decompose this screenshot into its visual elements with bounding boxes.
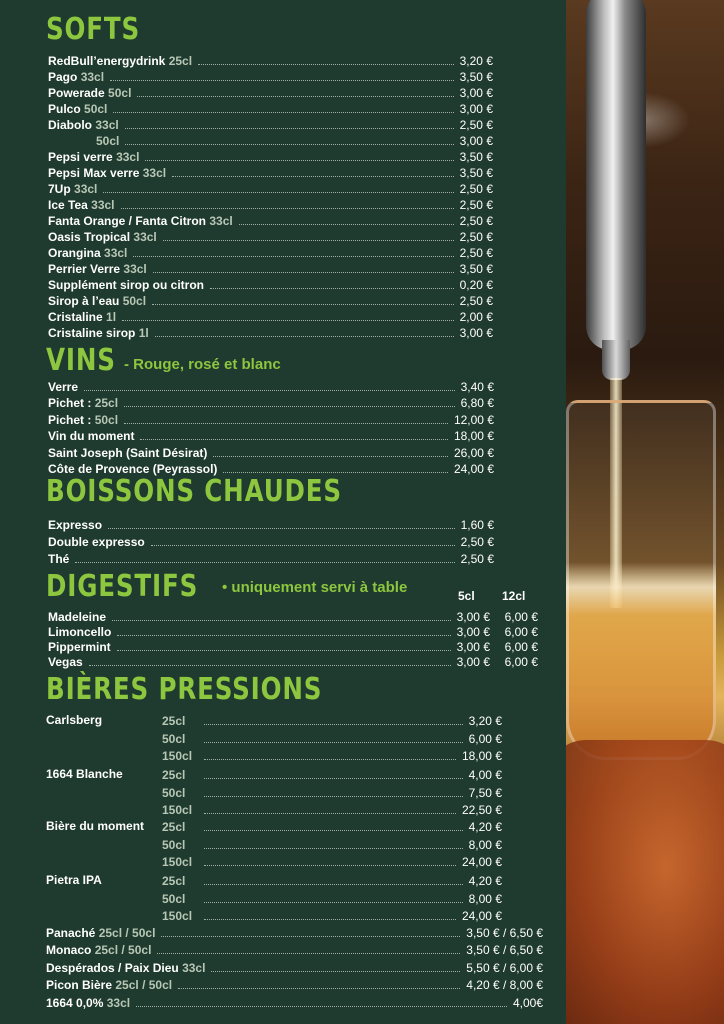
beer-price: 6,00 € bbox=[468, 731, 502, 746]
dot-leader bbox=[198, 64, 454, 65]
beer-price: 7,50 € bbox=[468, 785, 502, 800]
item-size: 33cl bbox=[91, 198, 115, 212]
item-label bbox=[48, 198, 115, 212]
item-price: 5,50 € / 6,00 € bbox=[466, 960, 543, 975]
item-price: 3,00 € bbox=[459, 102, 493, 116]
menu-row bbox=[48, 116, 493, 132]
beer-size: 25cl bbox=[162, 820, 186, 834]
price-12cl: 6,00 € bbox=[504, 655, 538, 669]
beer-size: 25cl bbox=[162, 768, 186, 782]
dot-leader bbox=[204, 884, 463, 885]
dot-leader bbox=[112, 620, 451, 621]
item-price: 1,60 € bbox=[460, 518, 494, 532]
tap-spout-shape bbox=[602, 340, 630, 380]
item-size: 50cl bbox=[108, 86, 132, 100]
menu-row bbox=[46, 924, 543, 940]
beer-size-row bbox=[162, 872, 502, 888]
item-price: 2,50 € bbox=[460, 552, 494, 566]
item-size: 50cl bbox=[122, 294, 147, 308]
dot-leader bbox=[172, 176, 454, 177]
dot-leader bbox=[204, 902, 463, 903]
beer-size: 50cl bbox=[162, 837, 186, 852]
chaudes-title: BOISSONS CHAUDES bbox=[46, 474, 342, 509]
item-name: Pepsi Max verre bbox=[48, 166, 140, 180]
item-label bbox=[48, 535, 145, 549]
item-label bbox=[48, 429, 134, 443]
menu-row bbox=[48, 244, 493, 260]
dot-leader bbox=[113, 112, 453, 113]
item-name: Sirop à l’eau bbox=[48, 294, 120, 308]
item-label bbox=[48, 518, 102, 532]
bieres-title: BIÈRES PRESSIONS bbox=[46, 672, 323, 707]
item-label bbox=[48, 246, 127, 260]
dot-leader bbox=[223, 472, 448, 473]
dot-leader bbox=[239, 224, 454, 225]
menu-row bbox=[48, 196, 493, 212]
dot-leader bbox=[204, 848, 463, 849]
menu-row bbox=[48, 623, 538, 639]
item-name: Oasis Tropical bbox=[48, 230, 131, 244]
menu-row bbox=[48, 148, 493, 164]
item-label bbox=[48, 310, 116, 324]
menu-row bbox=[46, 994, 543, 1010]
item-label bbox=[48, 413, 118, 427]
item-price: 2,50 € bbox=[459, 182, 493, 196]
item-label bbox=[48, 294, 146, 308]
dot-leader bbox=[204, 865, 456, 866]
item-label bbox=[48, 214, 233, 228]
item-label bbox=[48, 326, 149, 340]
item-label bbox=[48, 118, 119, 132]
item-price: 2,50 € bbox=[459, 230, 493, 244]
item-name: Supplément sirop ou citron bbox=[48, 278, 205, 292]
beer-size: 25cl bbox=[162, 874, 186, 888]
item-name: Madeleine bbox=[48, 610, 107, 624]
menu-row bbox=[48, 516, 494, 532]
menu-row bbox=[48, 212, 493, 228]
item-label bbox=[48, 552, 69, 566]
beer-size: 50cl bbox=[162, 785, 186, 800]
item-price: 18,00 € bbox=[453, 429, 494, 444]
menu-row bbox=[48, 638, 538, 654]
beer-price: 3,20 € bbox=[468, 714, 502, 728]
digestifs-col-5cl: 5cl bbox=[458, 589, 475, 603]
menu-row bbox=[48, 132, 493, 148]
beer-size-row bbox=[162, 853, 502, 869]
menu-row bbox=[48, 180, 493, 196]
menu-row bbox=[48, 68, 493, 84]
dot-leader bbox=[136, 1006, 507, 1007]
item-size: 1l bbox=[138, 326, 149, 340]
digestifs-col-12cl: 12cl bbox=[502, 589, 526, 603]
item-label bbox=[48, 86, 131, 100]
beer-size: 150cl bbox=[162, 909, 193, 923]
item-size: 33cl bbox=[116, 150, 140, 164]
beer-size-row bbox=[162, 907, 502, 923]
beer-size-row bbox=[162, 836, 502, 852]
beer-name: Pietra IPA bbox=[46, 873, 102, 887]
menu-row bbox=[46, 941, 543, 957]
dot-leader bbox=[137, 96, 453, 97]
vins-subtitle: - Rouge, rosé et blanc bbox=[124, 356, 281, 373]
beer-size: 25cl bbox=[162, 714, 186, 728]
menu-row bbox=[48, 394, 494, 410]
item-price: 2,50 € bbox=[459, 118, 493, 132]
beer-price: 24,00 € bbox=[461, 855, 502, 869]
menu-row bbox=[48, 444, 494, 460]
item-size: 50cl bbox=[96, 134, 120, 148]
item-label bbox=[48, 230, 157, 244]
item-price: 3,50 € / 6,50 € bbox=[466, 926, 543, 940]
item-price: 3,00 € bbox=[459, 86, 493, 100]
dot-leader bbox=[110, 80, 454, 81]
menu-row bbox=[48, 608, 538, 624]
item-label bbox=[48, 102, 107, 116]
menu-row bbox=[48, 228, 493, 244]
menu-row bbox=[48, 533, 494, 549]
beer-size: 150cl bbox=[162, 749, 193, 763]
item-price: 3,50 € bbox=[459, 70, 493, 84]
menu-row bbox=[48, 324, 493, 340]
dot-leader bbox=[153, 272, 454, 273]
item-size: 33cl bbox=[74, 182, 98, 196]
item-size: 50cl bbox=[84, 102, 108, 116]
price-12cl: 6,00 € bbox=[504, 610, 538, 624]
item-price: 3,50 € bbox=[459, 150, 493, 164]
price-12cl: 6,00 € bbox=[504, 625, 538, 639]
item-price: 4,00€ bbox=[512, 995, 543, 1010]
item-name: Fanta Orange / Fanta Citron bbox=[48, 214, 207, 228]
item-label bbox=[48, 278, 204, 292]
dot-leader bbox=[117, 635, 450, 636]
item-name: Ice Tea bbox=[48, 198, 88, 212]
menu-row bbox=[48, 52, 493, 68]
menu-row bbox=[48, 427, 494, 443]
item-size: 33cl bbox=[123, 262, 147, 276]
dot-leader bbox=[108, 528, 455, 529]
item-label bbox=[48, 134, 119, 148]
dot-leader bbox=[133, 256, 453, 257]
menu-row bbox=[46, 959, 543, 975]
amber-glass-shape bbox=[566, 740, 724, 1024]
menu-row bbox=[48, 164, 493, 180]
beer-price: 8,00 € bbox=[468, 891, 502, 906]
item-name: 1664 0,0% bbox=[46, 995, 104, 1010]
item-name: Expresso bbox=[48, 518, 103, 532]
beer-size: 150cl bbox=[162, 803, 193, 817]
dot-leader bbox=[204, 813, 456, 814]
item-price: 2,50 € bbox=[459, 294, 493, 308]
item-price: 3,50 € / 6,50 € bbox=[466, 943, 543, 958]
item-name: Orangina bbox=[48, 246, 101, 260]
item-label bbox=[48, 54, 192, 68]
beer-price: 4,20 € bbox=[468, 874, 502, 888]
item-price: 3,00 € bbox=[459, 326, 493, 340]
item-name: Powerade bbox=[48, 86, 105, 100]
beer-size: 50cl bbox=[162, 891, 186, 906]
item-label bbox=[46, 926, 155, 940]
item-label bbox=[46, 978, 172, 992]
vins-title: VINS bbox=[46, 343, 116, 378]
item-label bbox=[48, 396, 118, 410]
beer-name: 1664 Blanche bbox=[46, 767, 123, 781]
item-size: 33cl bbox=[182, 960, 206, 975]
item-size: 25cl / 50cl bbox=[98, 926, 156, 940]
dot-leader bbox=[75, 562, 454, 563]
item-label bbox=[48, 446, 207, 460]
item-label bbox=[46, 943, 151, 957]
item-name: Pago bbox=[48, 70, 78, 84]
beer-price: 18,00 € bbox=[461, 749, 502, 763]
beer-size: 50cl bbox=[162, 731, 186, 746]
beer-price: 4,00 € bbox=[468, 768, 502, 782]
dot-leader bbox=[178, 988, 460, 989]
dot-leader bbox=[155, 336, 454, 337]
beer-size-row bbox=[162, 890, 502, 906]
dot-leader bbox=[125, 128, 454, 129]
beer-tap-photo bbox=[566, 0, 724, 1024]
menu-row bbox=[48, 308, 493, 324]
item-price: 6,80 € bbox=[460, 396, 494, 411]
item-name: Saint Joseph (Saint Désirat) bbox=[48, 445, 208, 460]
menu-row bbox=[48, 100, 493, 116]
dot-leader bbox=[204, 759, 456, 760]
item-name: 7Up bbox=[48, 182, 71, 196]
item-name: Perrier Verre bbox=[48, 262, 121, 276]
price-5cl: 3,00 € bbox=[456, 655, 490, 669]
item-label bbox=[46, 961, 205, 975]
menu-row bbox=[48, 550, 494, 566]
dot-leader bbox=[152, 304, 454, 305]
item-name: Verre bbox=[48, 380, 79, 394]
beer-size-row bbox=[162, 801, 502, 817]
item-name: Cristaline sirop bbox=[48, 326, 136, 340]
price-5cl: 3,00 € bbox=[456, 610, 490, 624]
dot-leader bbox=[124, 406, 455, 407]
price-5cl: 3,00 € bbox=[456, 640, 490, 654]
item-size: 33cl bbox=[95, 118, 119, 132]
beer-price: 8,00 € bbox=[468, 837, 502, 852]
dot-leader bbox=[84, 390, 455, 391]
item-price: 3,50 € bbox=[459, 262, 493, 276]
dot-leader bbox=[124, 423, 448, 424]
item-size: 50cl bbox=[94, 412, 119, 427]
dot-leader bbox=[204, 919, 456, 920]
item-name: Pulco bbox=[48, 102, 81, 116]
dot-leader bbox=[89, 665, 451, 666]
menu-row bbox=[48, 653, 538, 669]
beer-size-row bbox=[162, 766, 502, 782]
item-size: 33cl bbox=[133, 230, 157, 244]
dot-leader bbox=[145, 160, 453, 161]
item-name: Picon Bière bbox=[46, 978, 113, 993]
beer-name: Carlsberg bbox=[46, 713, 103, 727]
item-price: 24,00 € bbox=[453, 462, 494, 476]
item-label bbox=[48, 182, 97, 196]
item-name: RedBull’energydrink bbox=[48, 54, 166, 68]
beer-name: Bière du moment bbox=[46, 819, 145, 833]
beer-glass-shape bbox=[566, 400, 716, 760]
dot-leader bbox=[161, 936, 460, 937]
dot-leader bbox=[125, 144, 453, 145]
item-size: 25cl bbox=[168, 54, 193, 68]
item-price: 2,50 € bbox=[459, 198, 493, 212]
menu-row bbox=[48, 276, 493, 292]
price-12cl: 6,00 € bbox=[504, 640, 538, 654]
beer-size-row bbox=[162, 730, 502, 746]
beer-price: 22,50 € bbox=[461, 803, 502, 817]
item-size: 33cl bbox=[209, 214, 233, 228]
item-price: 2,00 € bbox=[459, 310, 493, 324]
beer-price: 24,00 € bbox=[461, 909, 502, 923]
item-name: Pippermint bbox=[48, 640, 111, 654]
item-name: Pichet : bbox=[48, 412, 92, 427]
dot-leader bbox=[210, 288, 454, 289]
dot-leader bbox=[204, 796, 463, 797]
item-name: Double expresso bbox=[48, 535, 145, 549]
item-price: 4,20 € / 8,00 € bbox=[466, 978, 543, 993]
item-price: 12,00 € bbox=[453, 412, 494, 427]
beer-size-row bbox=[162, 784, 502, 800]
item-name: Panaché bbox=[46, 926, 96, 940]
dot-leader bbox=[211, 971, 460, 972]
item-size: 33cl bbox=[104, 246, 128, 260]
item-size: 25cl bbox=[94, 396, 119, 411]
item-size: 25cl / 50cl bbox=[115, 978, 173, 993]
item-name: Vin du moment bbox=[48, 429, 135, 444]
menu-row bbox=[48, 84, 493, 100]
tap-body-shape bbox=[586, 0, 646, 350]
menu-row bbox=[48, 378, 494, 394]
item-label bbox=[48, 166, 166, 180]
digestifs-subtitle: • uniquement servi à table bbox=[222, 579, 408, 596]
dot-leader bbox=[204, 830, 463, 831]
item-name: Diabolo bbox=[48, 118, 92, 132]
beer-size-row bbox=[162, 747, 502, 763]
dot-leader bbox=[204, 742, 463, 743]
item-size: 33cl bbox=[80, 70, 105, 84]
item-label bbox=[48, 262, 147, 276]
item-name: Pepsi verre bbox=[48, 150, 113, 164]
item-label bbox=[46, 996, 130, 1010]
item-name: Thé bbox=[48, 552, 70, 566]
item-size: 33cl bbox=[106, 995, 131, 1010]
item-price: 3,00 € bbox=[459, 134, 493, 148]
item-price: 2,50 € bbox=[459, 246, 493, 260]
item-size: 33cl bbox=[142, 166, 167, 180]
softs-title: SOFTS bbox=[46, 12, 141, 47]
item-name: Pichet : bbox=[48, 396, 92, 411]
menu-row bbox=[48, 411, 494, 427]
item-price: 26,00 € bbox=[453, 445, 494, 460]
dot-leader bbox=[204, 778, 463, 779]
item-price: 3,20 € bbox=[459, 54, 493, 68]
menu-row bbox=[48, 292, 493, 308]
menu-row bbox=[46, 976, 543, 992]
dot-leader bbox=[157, 953, 460, 954]
item-price: 3,40 € bbox=[460, 380, 494, 394]
item-name: Limoncello bbox=[48, 625, 112, 639]
item-label bbox=[48, 70, 104, 84]
beer-size: 150cl bbox=[162, 855, 193, 869]
dot-leader bbox=[122, 320, 454, 321]
item-price: 3,50 € bbox=[459, 166, 493, 180]
item-name: Côte de Provence (Peyrassol) bbox=[48, 462, 218, 476]
dot-leader bbox=[213, 456, 448, 457]
item-price: 2,50 € bbox=[459, 214, 493, 228]
dot-leader bbox=[103, 192, 453, 193]
dot-leader bbox=[163, 240, 454, 241]
dot-leader bbox=[204, 724, 463, 725]
digestifs-title: DIGESTIFS bbox=[46, 569, 199, 604]
item-name: Monaco bbox=[46, 943, 92, 958]
dot-leader bbox=[140, 439, 448, 440]
dot-leader bbox=[117, 650, 451, 651]
item-label bbox=[48, 150, 139, 164]
beer-size-row bbox=[162, 818, 502, 834]
item-name: Cristaline bbox=[48, 310, 103, 324]
price-5cl: 3,00 € bbox=[456, 625, 490, 639]
item-price: 2,50 € bbox=[460, 535, 494, 549]
item-name: Despérados / Paix Dieu bbox=[46, 960, 179, 975]
item-name: Vegas bbox=[48, 655, 83, 669]
dot-leader bbox=[121, 208, 454, 209]
beer-price: 4,20 € bbox=[468, 820, 502, 834]
item-label bbox=[48, 380, 78, 394]
item-price: 0,20 € bbox=[459, 278, 493, 292]
beer-size-row bbox=[162, 712, 502, 728]
item-size: 25cl / 50cl bbox=[94, 943, 152, 958]
item-size: 1l bbox=[106, 310, 117, 324]
dot-leader bbox=[151, 545, 455, 546]
menu-row bbox=[48, 260, 493, 276]
